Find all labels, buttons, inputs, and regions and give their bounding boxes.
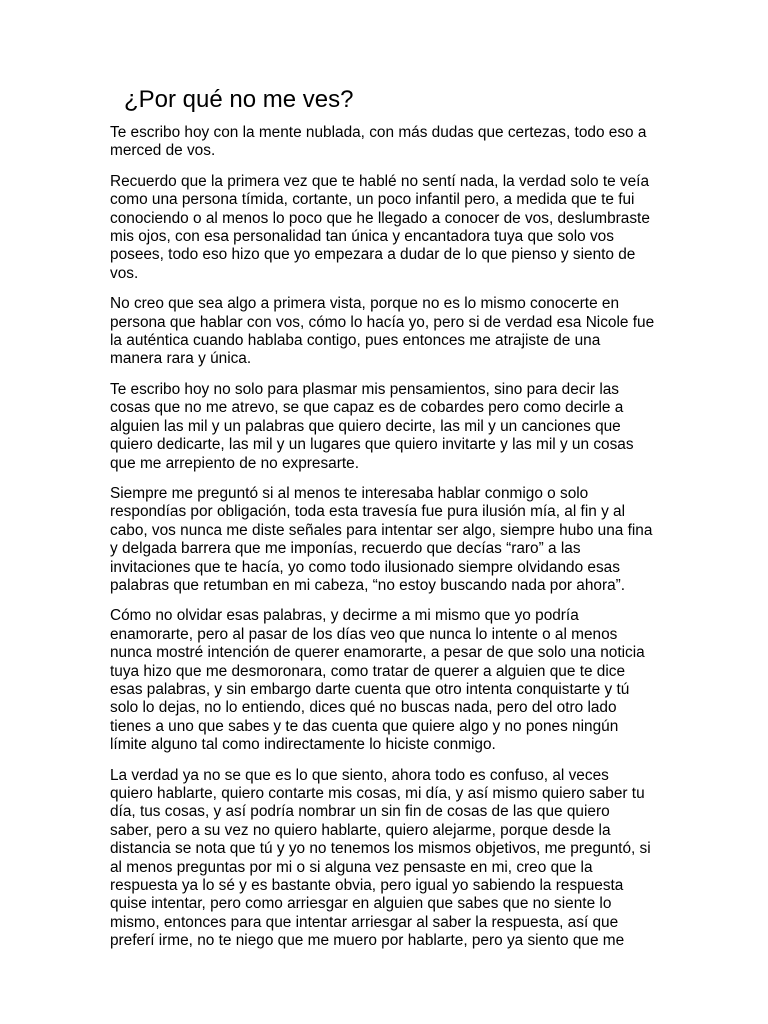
text-line: Te escribo hoy con la mente nublada, con más dudas que certezas, todo eso a: [110, 124, 647, 141]
text-line: Siempre me preguntó si al menos te interesaba hablar conmigo o solo: [110, 484, 589, 502]
text-line: conociendo o al menos lo poco que he llegado a conocer de vos, deslumbraste: [110, 209, 650, 227]
text-line: palabras que retumban en mi cabeza, “no estoy buscando nada por ahora”.: [110, 576, 626, 594]
text-line: mis ojos, con esa personalidad tan única y encantadora tuya que solo vos: [110, 228, 614, 246]
text-line: La verdad ya no se que es lo que siento, ahora todo es confuso, al veces: [110, 766, 609, 784]
text-line: merced de vos.: [110, 142, 216, 160]
document-title: ¿Por qué no me ves?: [124, 86, 354, 113]
text-line: nunca mostré intención de querer enamorarte, a pesar de que solo una noticia: [110, 644, 645, 662]
text-line: tienes a uno que sabes y te das cuenta que quiere algo y no pones ningún: [110, 717, 619, 735]
text-line: y delgada barrera que me imponías, recuerdo que decías “raro” a las: [110, 540, 581, 558]
text-line: esas palabras, y sin embargo darte cuenta que otro intenta conquistarte y tú: [110, 680, 630, 698]
text-line: saber, pero a su vez no quiero hablarte, quiero alejarme, porque desde la: [110, 821, 611, 839]
text-line: al menos preguntas por mi o si alguna vez pensaste en mi, creo que la: [110, 858, 593, 876]
text-line: quise intentar, pero como arriesgar en alguien que sabes que no siente lo: [110, 895, 612, 913]
paragraph: [110, 767, 652, 951]
paragraph: [110, 381, 652, 473]
text-line: cosas que no me atrevo, se que capaz es de cobardes pero como decirle a: [110, 399, 624, 417]
text-line: alguien las mil y un palabras que quiero decirte, las mil y un canciones que: [110, 417, 621, 435]
text-line: mismo, entonces para que intentar arriesgar al saber la respuesta, así que: [110, 913, 619, 931]
text-line: vos.: [110, 264, 139, 282]
text-line: Recuerdo que la primera vez que te hablé no sentí nada, la verdad solo te veía: [110, 172, 650, 190]
text-line: manera rara y única.: [110, 350, 252, 368]
paragraph: [110, 173, 652, 283]
text-line: solo lo dejas, no lo entiendo, dices qué no buscas nada, pero del otro lado: [110, 699, 617, 717]
paragraph: [110, 485, 652, 595]
text-line: que me arrepiento de no expresarte.: [110, 454, 359, 472]
document-body: [110, 124, 655, 963]
text-line: enamorarte, pero al pasar de los días veo que nunca lo intente o al menos: [110, 625, 618, 643]
paragraph: [110, 295, 655, 369]
text-line: día, tus cosas, y así podría nombrar un sin fin de cosas de las que quiero: [110, 803, 610, 821]
text-line: distancia se nota que tú y yo no tenemos los mismos objetivos, me preguntó, si: [110, 840, 651, 858]
paragraph: [110, 124, 652, 161]
text-line: límite alguno tal como indirectamente lo hiciste conmigo.: [110, 736, 496, 754]
text-line: persona que hablar con vos, cómo lo hacía yo, pero si de verdad esa Nicole fue: [110, 313, 655, 331]
text-line: No creo que sea algo a primera vista, porque no es lo mismo conocerte en: [110, 295, 620, 313]
text-line: quiero hablarte, quiero contarte mis cosas, mi día, y así mismo quiero saber tu: [110, 785, 645, 802]
text-line: Te escribo hoy no solo para plasmar mis pensamientos, sino para decir las: [110, 380, 619, 398]
text-line: posees, todo eso hizo que yo empezara a dudar de lo que pienso y siento de: [110, 246, 636, 264]
text-line: quiero dedicarte, las mil y un lugares que quiero invitarte y las mil y un cosas: [110, 436, 634, 454]
text-line: tuya hizo que me desmoronara, como tratar de querer a alguien que te dice: [110, 662, 626, 680]
text-line: invitaciones que te hacía, yo como todo ilusionado siempre olvidando esas: [110, 558, 620, 576]
text-line: respondías por obligación, toda esta travesía fue pura ilusión mía, al fin y al: [110, 503, 626, 521]
text-line: como una persona tímida, cortante, un poco infantil pero, a medida que te fui: [110, 191, 635, 209]
text-line: cabo, vos nunca me diste señales para intentar ser algo, siempre hubo una fina: [110, 521, 653, 539]
text-line: la auténtica cuando hablaba contigo, pues entonces me atrajiste de una: [110, 332, 601, 350]
text-line: Cómo no olvidar esas palabras, y decirme a mi mismo que yo podría: [110, 607, 579, 625]
text-line: preferí irme, no te niego que me muero por hablarte, pero ya siento que me: [110, 932, 625, 950]
paragraph: [110, 607, 652, 754]
text-line: respuesta ya lo sé y es bastante obvia, pero igual yo sabiendo la respuesta: [110, 877, 624, 895]
